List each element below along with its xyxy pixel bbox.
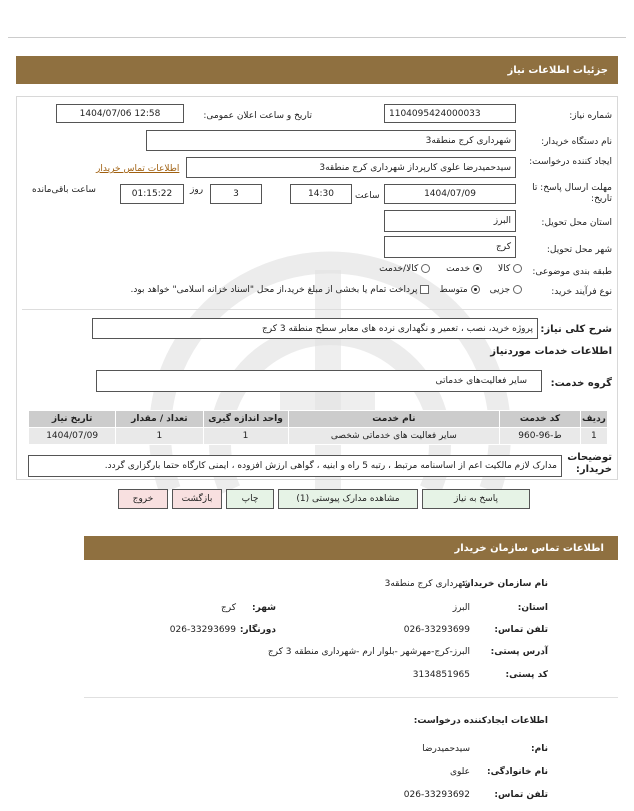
contact-province-value: البرز — [452, 603, 470, 613]
days-remaining-field[interactable]: 3 — [210, 184, 262, 204]
creator-family-label: نام خانوادگی: — [486, 767, 548, 777]
radio-icon — [421, 264, 430, 273]
creator-phone-value: 026-33293692 — [403, 790, 470, 800]
contact-org-value: شهرداری کرج منطقه3 — [384, 579, 470, 589]
contact-city-label: شهر: — [252, 603, 276, 613]
contact-city-value: کرج — [220, 603, 236, 613]
back-button[interactable]: بازگشت — [172, 489, 222, 509]
reply-button[interactable]: پاسخ به نیاز — [422, 489, 530, 509]
summary-field[interactable]: پروژه خرید، نصب ، تعمیر و نگهداری نرده های معابر سطح منطقه 3 کرج — [92, 318, 538, 339]
days-label: روز — [190, 185, 204, 195]
summary-divider — [22, 309, 612, 310]
col-header-unit: واحد اندازه گیری — [203, 411, 288, 428]
cell-quantity: 1 — [116, 428, 203, 445]
category-label: طبقه بندی موضوعی: — [532, 267, 612, 277]
top-divider — [8, 37, 626, 38]
category-option-goods-service[interactable]: کالا/خدمت — [379, 264, 430, 274]
radio-icon — [513, 264, 522, 273]
col-header-need-date: تاریخ نیاز — [29, 411, 116, 428]
city-label: شهر محل تحویل: — [546, 245, 612, 255]
category-radio-group — [379, 264, 522, 274]
cell-need-date: 1404/07/09 — [29, 428, 116, 445]
summary-label: شرح کلی نیاز: — [540, 324, 612, 335]
exit-button[interactable]: خروج — [118, 489, 168, 509]
city-field[interactable]: کرج — [384, 236, 516, 258]
buyer-org-label: نام دستگاه خریدار: — [541, 137, 612, 147]
cell-service-code: ط-96-960 — [500, 428, 581, 445]
contact-title: اطلاعات تماس سازمان خریدار — [454, 542, 604, 554]
need-number-label: شماره نیاز: — [569, 111, 612, 121]
services-table — [28, 410, 608, 445]
page-title: جزئیات اطلاعات نیاز — [507, 64, 608, 76]
cell-row-no: 1 — [580, 428, 607, 445]
province-label: استان محل تحویل: — [541, 218, 612, 228]
contact-fax-label: دورنگار: — [239, 625, 276, 635]
creator-name-value: سیدحمیدرضا — [422, 744, 470, 754]
creator-family-value: علوی — [449, 767, 470, 777]
creator-field[interactable]: سیدحمیدرضا علوی کارپرداز شهرداری کرج منطقه3 — [186, 157, 516, 178]
col-header-service-name: نام خدمت — [288, 411, 500, 428]
buyer-contact-link[interactable]: اطلاعات تماس خریدار — [96, 164, 180, 174]
creator-phone-label: تلفن تماس: — [494, 790, 548, 800]
deadline-label: مهلت ارسال پاسخ: تا تاریخ: — [532, 183, 612, 204]
contact-org-label: نام سازمان خریدار: — [461, 579, 548, 589]
radio-icon — [513, 285, 522, 294]
creator-info-title: اطلاعات ایجادکننده درخواست: — [413, 716, 548, 726]
contact-phone-label: تلفن تماس: — [494, 625, 548, 635]
col-header-row-no: ردیف — [580, 411, 607, 428]
contact-header-bar — [84, 536, 618, 560]
radio-selected-icon — [471, 285, 480, 294]
contact-province-label: استان: — [517, 603, 548, 613]
table-row — [29, 428, 608, 445]
category-option-service[interactable]: خدمت — [446, 264, 482, 274]
treasury-payment-option[interactable]: پرداخت تمام یا بخشی از مبلغ خرید،از محل "اسناد خزانه اسلامی" خواهد بود. — [131, 285, 430, 295]
contact-postal-label: کد پستی: — [505, 670, 548, 680]
deadline-time-field[interactable]: 14:30 — [290, 184, 352, 204]
service-group-field[interactable]: سایر فعالیت‌های خدماتی — [96, 370, 542, 392]
announce-datetime-label: تاریخ و ساعت اعلان عمومی: — [203, 111, 312, 121]
contact-fax-value: 026-33293699 — [169, 625, 236, 635]
announce-datetime-field[interactable]: 1404/07/06 12:58 — [56, 104, 184, 123]
process-type-label: نوع فرآیند خرید: — [551, 287, 612, 297]
buyer-notes-field[interactable]: مدارک لازم مالکیت اعم از اساسنامه مرتبط ، رتبه 5 راه و ابنیه ، گواهی ارزش افزوده ، ایمنی کارگاه حتما بارگزاری گردد. — [28, 455, 562, 477]
buyer-org-field[interactable]: شهرداری کرج منطقه3 — [146, 130, 516, 151]
process-option-minor[interactable]: جزیی — [490, 285, 522, 295]
contact-divider — [84, 697, 618, 698]
col-header-service-code: کد خدمت — [500, 411, 581, 428]
province-field[interactable]: البرز — [384, 210, 516, 232]
deadline-date-field[interactable]: 1404/07/09 — [384, 184, 516, 204]
details-header-bar — [16, 56, 618, 84]
checkbox-icon — [420, 285, 429, 294]
creator-label: ایجاد کننده درخواست: — [529, 157, 612, 167]
table-header-row — [29, 411, 608, 428]
process-type-group — [131, 285, 522, 295]
radio-selected-icon — [473, 264, 482, 273]
need-number-field[interactable]: 1104095424000033 — [384, 104, 516, 123]
contact-address-label: آدرس پستی: — [490, 647, 548, 657]
creator-name-label: نام: — [531, 744, 548, 754]
cell-unit: 1 — [203, 428, 288, 445]
time-remaining-label: ساعت باقی‌مانده — [32, 185, 96, 195]
view-attachments-button[interactable]: مشاهده مدارک پیوستی (1) — [278, 489, 418, 509]
service-group-label: گروه خدمت: — [550, 378, 612, 389]
col-header-quantity: تعداد / مقدار — [116, 411, 203, 428]
time-remaining-field[interactable]: 01:15:22 — [120, 184, 184, 204]
deadline-time-label: ساعت — [355, 191, 380, 201]
cell-service-name: سایر فعالیت های خدماتی شخصی — [288, 428, 500, 445]
contact-phone-value: 026-33293699 — [403, 625, 470, 635]
process-option-medium[interactable]: متوسط — [439, 285, 479, 295]
contact-address-value: البرز-کرج-مهرشهر -بلوار ارم -شهرداری منطقه 3 کرج — [267, 647, 470, 657]
buyer-notes-label: توضیحات خریدار: — [567, 452, 612, 475]
services-title: اطلاعات خدمات موردنیاز — [490, 346, 612, 357]
print-button[interactable]: چاپ — [226, 489, 274, 509]
contact-postal-value: 3134851965 — [412, 670, 470, 680]
category-option-goods[interactable]: کالا — [498, 264, 522, 274]
